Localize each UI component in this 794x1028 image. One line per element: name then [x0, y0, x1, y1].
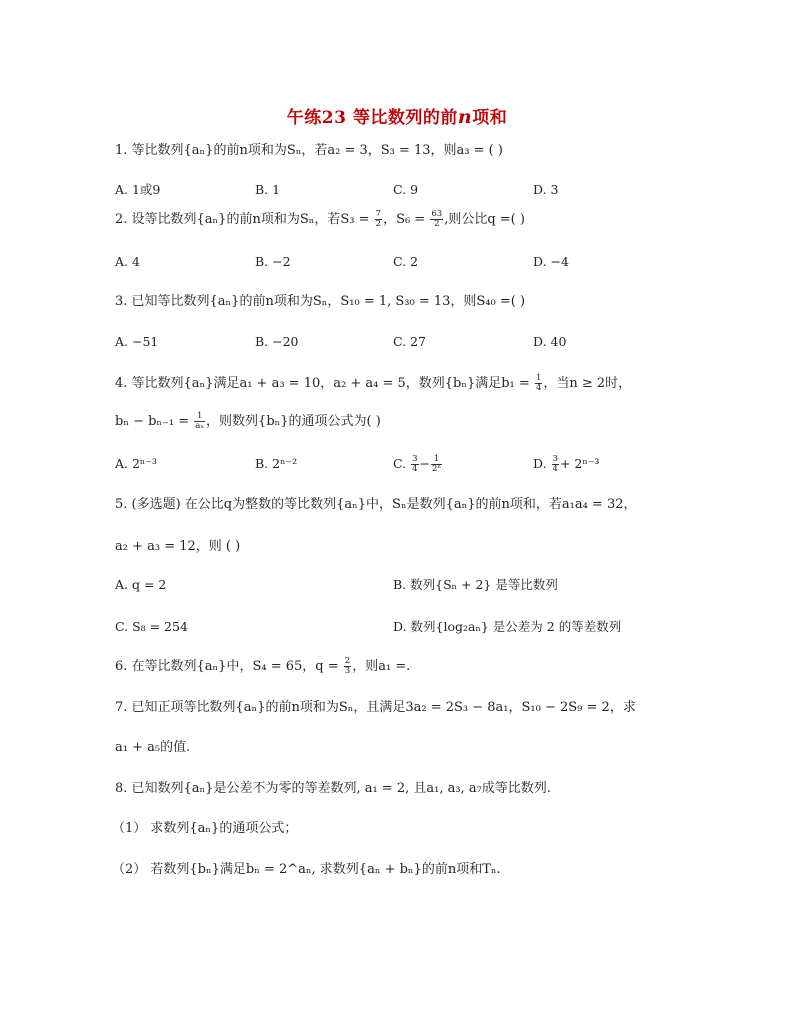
question-7-line-2: a₁ + a₅的值. — [115, 740, 191, 755]
q4-line2-a: bₙ − bₙ₋₁ = — [115, 414, 190, 429]
q4-option-c: C. $\frac{3}{4}$ − $\frac{1}{\text{2ⁿ}}$ — [393, 454, 442, 474]
q2-option-c: C. 2 — [393, 254, 419, 269]
question-4-line-2 — [115, 412, 381, 432]
question-5-line-1: 5. (多选题) 在公比q为整数的等比数列{aₙ}中，Sₙ是数列{aₙ}的前n项和，若a₁a₄ = 32， — [115, 497, 637, 512]
q2-stem-c: ,则公比q =( ) — [444, 212, 525, 227]
q4-stem-a: 4. 等比数列{aₙ}满足a₁ + a₃ = 10，a₂ + a₄ = 5，数列{bₙ}满足b₁ = — [115, 376, 530, 391]
q3-option-b: B. −20 — [255, 334, 299, 349]
q2-fraction-s3: $\frac{7}{2}$ — [375, 209, 382, 229]
question-1-stem: 1. 等比数列{aₙ}的前n项和为Sₙ，若a₂ = 3，S₃ = 13，则a₃ = ( ) — [115, 143, 503, 158]
q5-option-b: B. 数列{Sₙ + 2} 是等比数列 — [393, 577, 558, 592]
q5-option-a: A. q = 2 — [115, 577, 167, 592]
q2-option-a: A. 4 — [115, 254, 140, 269]
q3-option-c: C. 27 — [393, 334, 426, 349]
q4-stem-b: ，当n ≥ 2时， — [543, 376, 632, 391]
q2-fraction-s6: $\frac{63}{2}$ — [431, 209, 443, 229]
title-suffix: 项和 — [472, 108, 508, 128]
question-8-line-1: 8. 已知数列{aₙ}是公差不为零的等差数列, a₁ = 2, 且a₁, a₃, a₇成等比数列. — [115, 781, 551, 796]
q5-option-d: D. 数列{log₂aₙ} 是公差为 2 的等差数列 — [393, 619, 622, 634]
question-7-line-1: 7. 已知正项等比数列{aₙ}的前n项和为Sₙ，且满足3a₂ = 2S₃ − 8a₁，S₁₀ − 2S₉ = 2，求 — [115, 700, 636, 715]
question-8-part-1: （1） 求数列{aₙ}的通项公式； — [112, 821, 298, 836]
q4-option-b: B. 2ⁿ⁻² — [255, 456, 298, 471]
question-4-line-1 — [115, 374, 631, 394]
question-6-stem — [115, 657, 410, 677]
q5-option-c: C. S₈ = 254 — [115, 619, 188, 634]
title-var: n — [457, 106, 473, 128]
q1-option-b: B. 1 — [255, 182, 281, 197]
question-8-part-2: （2） 若数列{bₙ}满足bₙ = 2^aₙ, 求数列{aₙ + bₙ}的前n项和Tₙ. — [112, 862, 501, 877]
q3-option-a: A. −51 — [115, 334, 159, 349]
q6-stem-a: 6. 在等比数列{aₙ}中，S₄ = 65，q = — [115, 659, 339, 674]
q2-option-b: B. −2 — [255, 254, 291, 269]
q2-option-d: D. −4 — [533, 254, 569, 269]
q1-option-d: D. 3 — [533, 182, 559, 197]
q1-option-a: A. 1或9 — [115, 182, 161, 197]
q6-fraction-q: $\frac{2}{3}$ — [344, 656, 351, 676]
q1-option-c: C. 9 — [393, 182, 419, 197]
question-5-line-2: a₂ + a₃ = 12，则 ( ) — [115, 539, 241, 554]
q4-fraction-b1: $\frac{1}{4}$ — [535, 373, 542, 393]
question-2-stem — [115, 210, 525, 230]
q4-option-a: A. 2ⁿ⁻³ — [115, 456, 157, 471]
title-prefix: 午练23 等比数列的前 — [286, 108, 458, 128]
q4-fraction-recip: $\frac{1}{\text{aₙ}}$ — [195, 411, 205, 431]
q2-stem-b: ，S₆ = — [383, 212, 426, 227]
q4-line2-b: ，则数列{bₙ}的通项公式为( ) — [206, 414, 381, 429]
q4-option-d: D. $\frac{3}{4}$ + 2ⁿ⁻³ — [533, 454, 600, 474]
q2-stem-a: 2. 设等比数列{aₙ}的前n项和为Sₙ，若S₃ = — [115, 212, 370, 227]
q3-option-d: D. 40 — [533, 334, 567, 349]
question-3-stem: 3. 已知等比数列{aₙ}的前n项和为Sₙ，S₁₀ = 1, S₃₀ = 13，则S₄₀ =( ) — [115, 294, 526, 309]
page-title — [0, 103, 794, 128]
q6-stem-b: ，则a₁ =. — [352, 659, 411, 674]
